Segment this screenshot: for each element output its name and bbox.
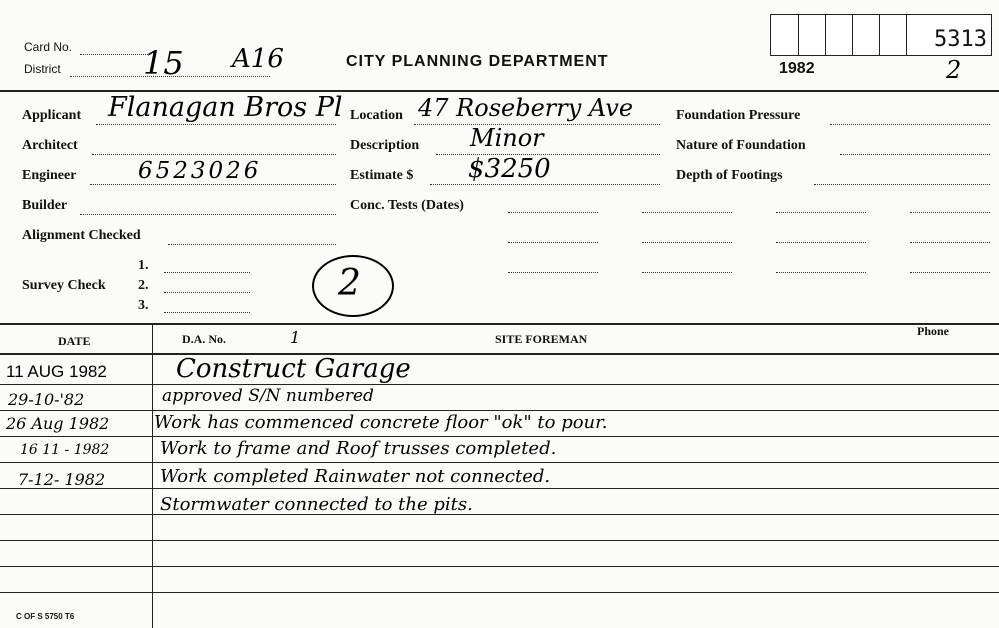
site-foreman-header: SITE FOREMAN (495, 332, 588, 346)
card-no-label: Card No. (24, 40, 73, 54)
card-no-value: 15 (143, 44, 184, 82)
row-3-entry: Work has commenced concrete floor "ok" to pour. (154, 412, 608, 433)
row-5-entry: Work completed Rainwater not connected. (160, 466, 551, 487)
card-no-line (80, 54, 150, 55)
estimate-value: $3250 (468, 154, 551, 184)
location-label: Location (350, 108, 403, 123)
row-4-date: 16 11 - 1982 (20, 442, 110, 458)
district-value: A16 (232, 44, 284, 74)
date-header: DATE (58, 334, 91, 348)
row-6-entry: Stormwater connected to the pits. (160, 494, 473, 515)
applicant-value: Flanagan Bros Pl (108, 92, 343, 123)
survey-item-1: 1. (138, 258, 149, 273)
engineer-value: 6523026 (138, 158, 262, 184)
date-column-divider (152, 324, 153, 628)
number-box (770, 14, 992, 56)
nature-foundation-label: Nature of Foundation (676, 138, 806, 153)
survey-item-2: 2. (138, 278, 149, 293)
row-5-date: 7-12- 1982 (18, 470, 106, 489)
phone-header: Phone (917, 324, 950, 338)
row-1-date: 11 AUG 1982 (6, 362, 107, 381)
estimate-label: Estimate $ (350, 168, 414, 183)
location-value: 47 Roseberry Ave (418, 94, 634, 122)
table-top-rule (0, 323, 999, 325)
card-number: 5313 (934, 27, 987, 52)
corner-annotation: 2 (946, 56, 962, 84)
conc-tests-label: Conc. Tests (Dates) (350, 198, 464, 213)
year: 1982 (779, 60, 815, 77)
district-label: District (24, 62, 61, 76)
circled-value: 2 (338, 263, 361, 304)
survey-label: Survey Check (22, 278, 106, 293)
survey-item-3: 3. (138, 298, 149, 313)
row-2-date: 29-10-'82 (8, 390, 85, 409)
row-3-date: 26 Aug 1982 (6, 414, 110, 433)
builder-label: Builder (22, 198, 68, 213)
engineer-label: Engineer (22, 168, 77, 183)
applicant-label: Applicant (22, 108, 82, 123)
header-row-rule (0, 353, 999, 355)
department-title: CITY PLANNING DEPARTMENT (346, 53, 609, 70)
description-value: Minor (470, 124, 544, 152)
foundation-pressure-label: Foundation Pressure (676, 108, 801, 123)
architect-label: Architect (22, 138, 78, 153)
row-1-entry: Construct Garage (176, 354, 411, 384)
description-label: Description (350, 138, 420, 153)
da-no-header: D.A. No. (182, 332, 226, 346)
da-no-value: 1 (290, 328, 301, 347)
row-4-entry: Work to frame and Roof trusses completed. (160, 438, 557, 459)
alignment-label: Alignment Checked (22, 228, 141, 243)
depth-footings-label: Depth of Footings (676, 168, 783, 183)
form-code: C OF S 5750 T6 (16, 612, 75, 621)
circled-mark (312, 255, 394, 317)
row-2-entry: approved S/N numbered (162, 386, 374, 406)
